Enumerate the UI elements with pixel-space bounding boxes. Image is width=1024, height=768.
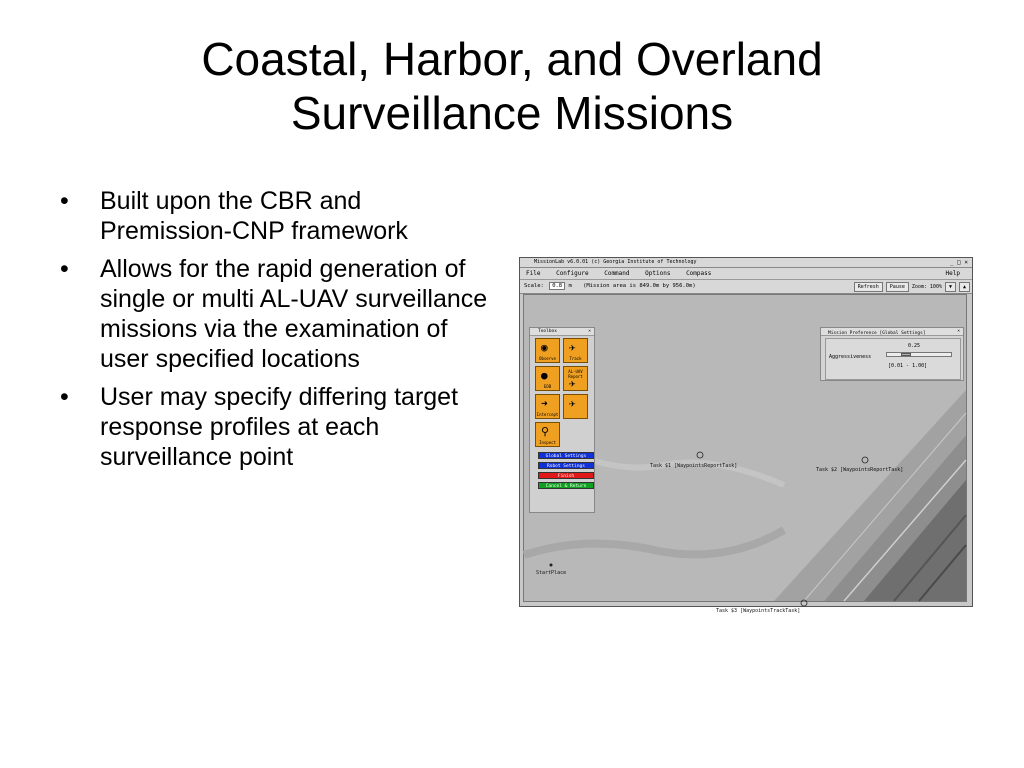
bullet-list	[60, 186, 500, 480]
robot-settings-button[interactable]: Robot Settings	[538, 462, 594, 469]
slide-title	[0, 32, 1024, 140]
bullet-symbol: •	[60, 187, 69, 215]
tile-label: Track	[569, 356, 582, 361]
map-view[interactable]	[523, 294, 967, 614]
zoom-down-icon[interactable]: ▼	[945, 282, 956, 292]
preference-box	[825, 331, 961, 380]
window-controls[interactable]: _ □ ×	[949, 259, 968, 266]
toolbar-row	[520, 280, 972, 294]
refresh-button[interactable]: Refresh	[854, 282, 883, 292]
scale-value[interactable]: 0.8	[549, 282, 565, 290]
eob-tile[interactable]	[535, 366, 560, 391]
menu-bar	[520, 268, 972, 280]
menu-file[interactable]: File	[526, 270, 541, 277]
scale-unit: m	[568, 283, 572, 289]
window-title: MissionLab v6.0.01 (c) Georgia Institute of Technology	[534, 259, 697, 265]
observe-tile[interactable]	[535, 338, 560, 363]
menu-configure[interactable]: Configure	[556, 270, 589, 277]
aggressiveness-slider[interactable]	[886, 352, 952, 357]
scale-label: Scale:	[524, 283, 544, 289]
bullet-item	[60, 186, 500, 246]
toolbox-panel	[529, 327, 595, 513]
menu-compass[interactable]: Compass	[686, 270, 712, 277]
tile-label: AL-UAV Report	[568, 369, 583, 379]
mission-area-text: (Mission area is 849.0m by 956.0m)	[583, 283, 696, 289]
tile-label: EOB	[543, 384, 552, 389]
bullet-item	[60, 254, 500, 374]
aggressiveness-range: [0.01 - 1.00]	[888, 363, 928, 369]
mission-preference-panel	[820, 327, 964, 381]
close-icon[interactable]: ×	[588, 329, 591, 334]
preference-title: Mission Preference [Global Settings]	[828, 331, 926, 336]
aggressiveness-label: Aggressiveness	[829, 354, 872, 360]
task-label-1[interactable]: Task $1 [WaypointsReportTask]	[650, 463, 738, 469]
start-marker-icon	[550, 564, 553, 567]
tile-label: Observe	[539, 356, 556, 361]
tile-label: Inspect	[539, 440, 556, 445]
toolbar-right	[854, 282, 970, 292]
bullet-symbol: •	[60, 383, 69, 411]
zoom-value[interactable]: 100%	[929, 284, 942, 290]
bullet-text: Built upon the CBR and Premission-CNP framework	[100, 187, 408, 245]
inspect-tile[interactable]	[535, 422, 560, 447]
title-line-1: Coastal, Harbor, and Overland	[201, 33, 823, 85]
aircraft-icon: ✈	[569, 341, 576, 354]
toolbox-titlebar	[530, 328, 594, 336]
report-tile[interactable]	[563, 366, 588, 391]
arrow-icon: ➜	[541, 397, 548, 410]
track-tile[interactable]	[563, 338, 588, 363]
menu-help[interactable]: Help	[945, 270, 960, 277]
aircraft-tile[interactable]	[563, 394, 588, 419]
magnifier-icon: ⚲	[541, 425, 550, 438]
zoom-label: Zoom:	[911, 284, 927, 290]
menu-options[interactable]: Options	[645, 270, 671, 277]
window-titlebar	[520, 258, 972, 268]
close-icon[interactable]: ×	[957, 329, 960, 334]
figure-icon: ●	[541, 369, 548, 382]
global-settings-button[interactable]: Global Settings	[538, 452, 594, 459]
slider-handle[interactable]	[901, 353, 911, 356]
bullet-item	[60, 382, 500, 472]
toolbox-title: Toolbox	[538, 329, 557, 334]
task-label-3[interactable]: Task $3 [WaypointsTrackTask]	[716, 608, 801, 614]
start-place-label[interactable]: StartPlace	[536, 570, 567, 576]
bullet-text: User may specify differing target response profiles at each surveillance point	[100, 383, 459, 471]
aggressiveness-value: 0.25	[908, 343, 921, 349]
aircraft-icon: ✈	[569, 377, 576, 390]
intercept-tile[interactable]	[535, 394, 560, 419]
missionlab-window	[519, 257, 973, 614]
menu-command[interactable]: Command	[604, 270, 630, 277]
zoom-up-icon[interactable]: ▲	[959, 282, 970, 292]
binoculars-icon: ◉	[541, 341, 548, 354]
task-label-2[interactable]: Task $2 [WaypointsReportTask]	[816, 467, 904, 473]
bullet-text: Allows for the rapid generation of single or multi AL-UAV surveillance missions via the examination of user specified locations	[100, 255, 488, 373]
bullet-symbol: •	[60, 255, 69, 283]
title-line-2: Surveillance Missions	[290, 87, 734, 139]
tile-label: Intercept	[536, 412, 559, 417]
pause-button[interactable]: Pause	[886, 282, 909, 292]
cancel-return-button[interactable]: Cancel & Return	[538, 482, 594, 489]
finish-button[interactable]: Finish	[538, 472, 594, 479]
aircraft-icon: ✈	[569, 397, 576, 410]
